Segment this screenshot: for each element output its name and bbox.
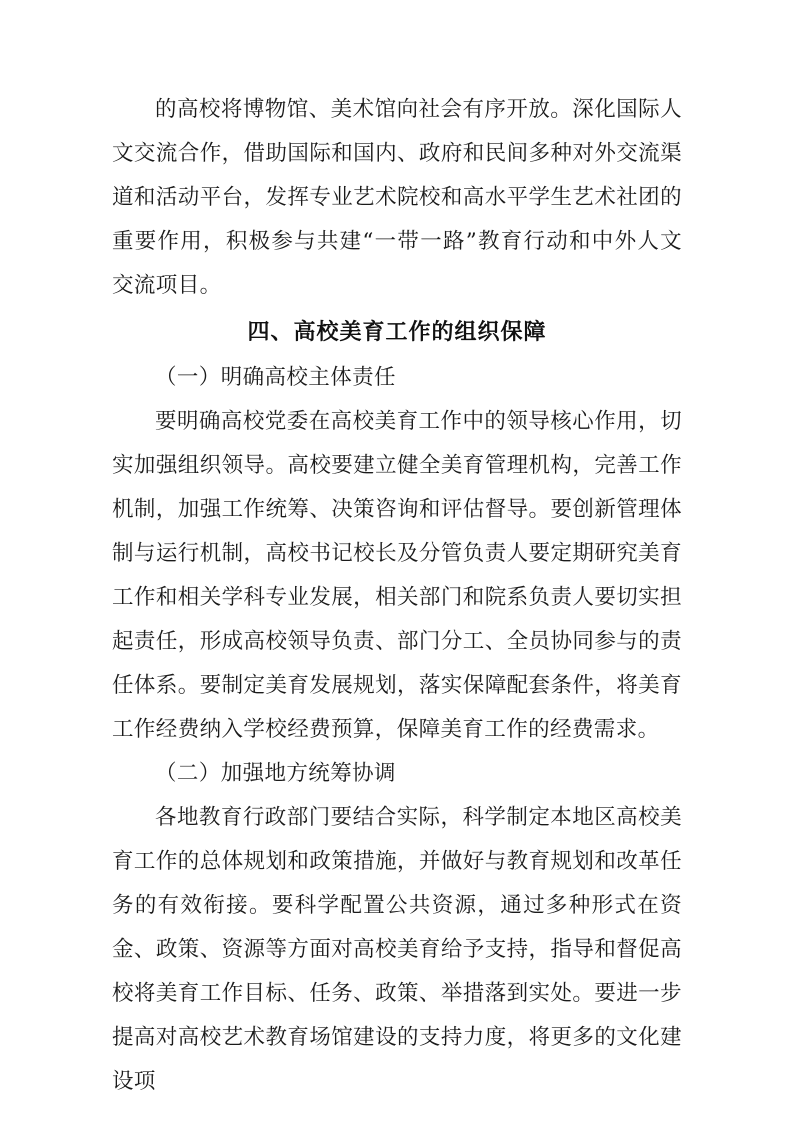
paragraph-coordination: 各地教育行政部门要结合实际，科学制定本地区高校美育工作的总体规划和政策措施，并做好与教育规划和改革任务的有效衔接。要科学配置公共资源，通过多种形式在资金、政策、资源等方面对高校美育给予支持，指导和督促高校将美育工作目标、任务、政策、举措落到实处。要进一步提高对高校艺术教育场馆建设的支持力度，将更多的文化建设项 — [112, 805, 682, 1094]
subsection-heading-two: （二）加强地方统筹协调 — [155, 761, 396, 786]
document-body — [112, 88, 682, 1104]
paragraph-continuation: 的高校将博物馆、美术馆向社会有序开放。深化国际人文交流合作，借助国际和国内、政府和民间多种对外交流渠道和活动平台，发挥专业艺术院校和高水平学生艺术社团的重要作用，积极参与共建“一带一路”教育行动和中外人文交流项目。 — [112, 97, 682, 298]
section-heading-four: 四、高校美育工作的组织保障 — [247, 319, 547, 345]
paragraph-responsibility: 要明确高校党委在高校美育工作中的领导核心作用，切实加强组织领导。高校要建立健全美育管理机构，完善工作机制，加强工作统筹、决策咨询和评估督导。要创新管理体制与运行机制，高校书记校长及分管负责人要定期研究美育工作和相关学科专业发展，相关部门和院系负责人要切实担起责任，形成高校领导负责、部门分工、全员协同参与的责任体系。要制定美育发展规划，落实保障配套条件，将美育工作经费纳入学校经费预算，保障美育工作的经费需求。 — [112, 409, 682, 742]
subsection-heading-one: （一）明确高校主体责任 — [155, 365, 396, 390]
